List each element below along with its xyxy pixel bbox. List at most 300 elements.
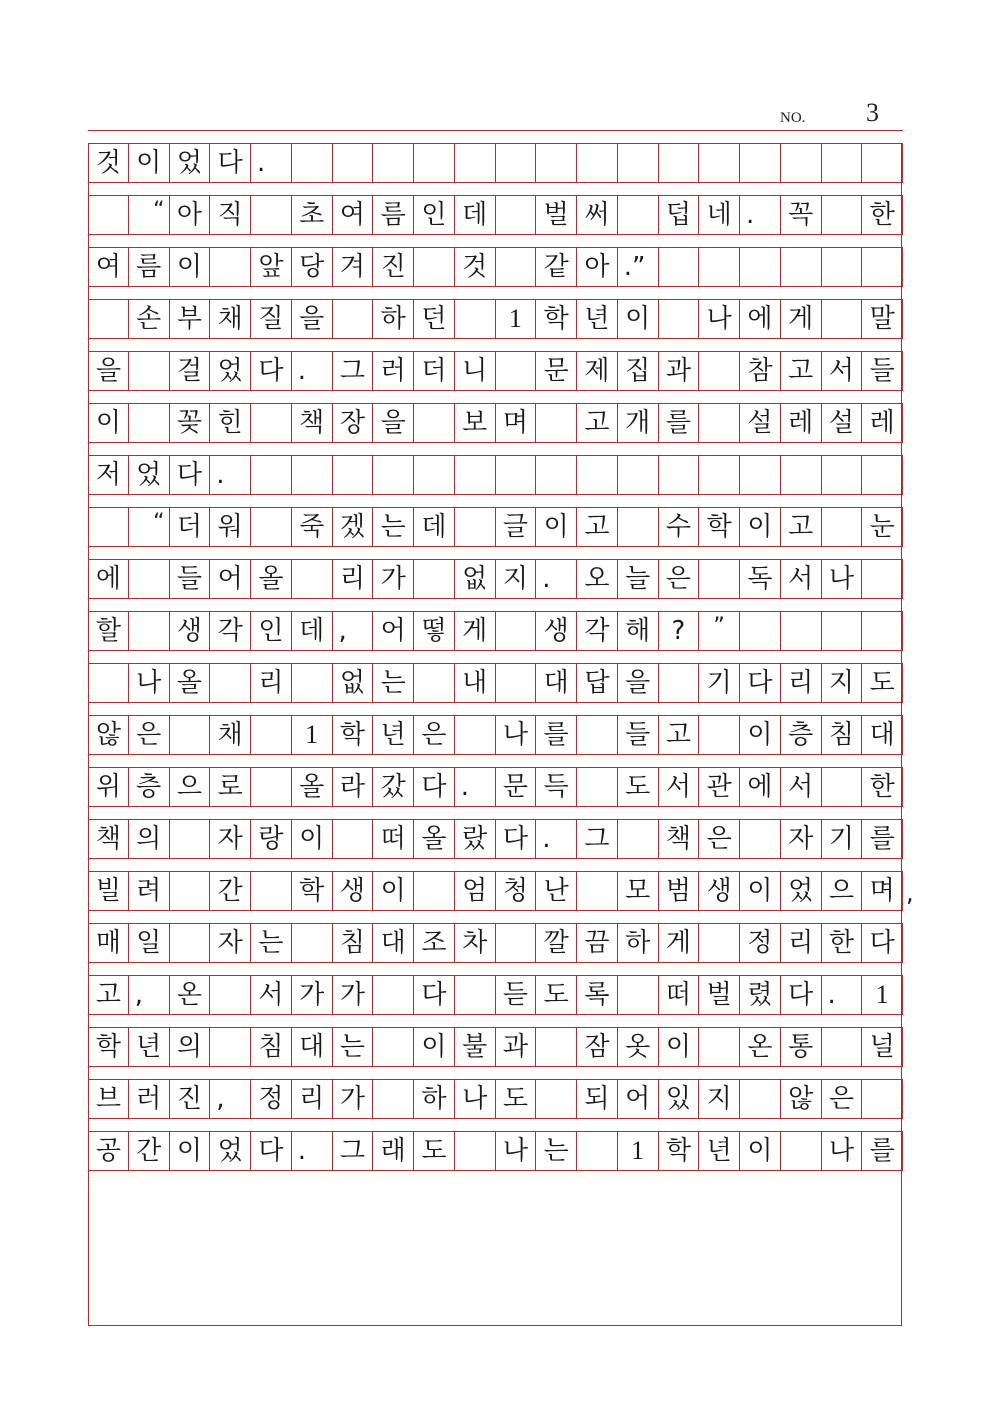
grid-cell: 매: [88, 924, 129, 962]
grid-cell: [414, 872, 455, 910]
grid-cell: 며: [496, 404, 537, 442]
grid-cell: 저: [88, 456, 129, 494]
grid-cell: 덥: [659, 196, 700, 234]
grid-cell: [822, 508, 863, 546]
manuscript-row: [88, 247, 903, 287]
grid-cell: [496, 612, 537, 650]
grid-cell: 었: [129, 456, 170, 494]
grid-cell: [170, 820, 211, 858]
grid-cell: 침: [822, 716, 863, 754]
grid-cell: [536, 1028, 577, 1066]
grid-cell: 러: [373, 352, 414, 390]
grid-cell: 다: [496, 820, 537, 858]
page-number-label: NO.: [780, 110, 806, 126]
grid-cell: 어: [618, 1080, 659, 1118]
grid-cell: 데: [292, 612, 333, 650]
grid-cell: 대: [862, 716, 903, 754]
grid-cell: 떻: [414, 612, 455, 650]
grid-cell: 다: [414, 976, 455, 1014]
grid-cell: 장: [333, 404, 374, 442]
grid-cell: 네: [699, 196, 740, 234]
grid-cell: 1: [292, 716, 333, 754]
grid-cell: 학: [536, 300, 577, 338]
manuscript-row: [88, 1079, 903, 1119]
grid-cell: 은: [699, 820, 740, 858]
grid-cell: 일: [129, 924, 170, 962]
grid-cell: 다: [210, 144, 251, 182]
manuscript-row: [88, 663, 903, 703]
grid-cell: 층: [129, 768, 170, 806]
grid-cell: 벌: [699, 976, 740, 1014]
grid-cell: 년: [373, 716, 414, 754]
grid-cell: 으: [822, 872, 863, 910]
grid-cell: 기: [822, 820, 863, 858]
grid-cell: [740, 612, 781, 650]
grid-cell: [536, 456, 577, 494]
grid-cell: 널: [862, 1028, 903, 1066]
grid-cell: 년: [129, 1028, 170, 1066]
grid-cell: [659, 300, 700, 338]
grid-cell: 채: [210, 300, 251, 338]
grid-cell: 설: [740, 404, 781, 442]
grid-cell: [292, 560, 333, 598]
grid-cell: 써: [577, 196, 618, 234]
manuscript-row: [88, 715, 903, 755]
grid-cell: [129, 404, 170, 442]
grid-cell: [251, 768, 292, 806]
grid-cell: 를: [536, 716, 577, 754]
grid-cell: 기: [699, 664, 740, 702]
grid-cell: 겠: [333, 508, 374, 546]
grid-cell: 들: [862, 352, 903, 390]
manuscript-row: [88, 559, 903, 599]
grid-cell: ,: [129, 976, 170, 1014]
grid-cell: 이: [740, 872, 781, 910]
grid-cell: 올: [414, 820, 455, 858]
grid-cell: 독: [740, 560, 781, 598]
grid-cell: 나: [129, 664, 170, 702]
grid-cell: 되: [577, 1080, 618, 1118]
grid-cell: 을: [292, 300, 333, 338]
grid-cell: 인: [251, 612, 292, 650]
grid-cell: [862, 248, 903, 286]
grid-cell: 진: [373, 248, 414, 286]
grid-cell: [699, 404, 740, 442]
grid-cell: 생: [333, 872, 374, 910]
grid-cell: 인: [414, 196, 455, 234]
grid-cell: [699, 716, 740, 754]
grid-cell: .: [251, 144, 292, 182]
grid-cell: [88, 508, 129, 546]
grid-cell: [618, 508, 659, 546]
grid-cell: 엄: [455, 872, 496, 910]
grid-cell: 어: [373, 612, 414, 650]
grid-cell: 에: [88, 560, 129, 598]
grid-cell: 보: [455, 404, 496, 442]
grid-cell: 서: [781, 560, 822, 598]
grid-cell: 고: [577, 404, 618, 442]
grid-cell: [699, 1028, 740, 1066]
grid-cell: 가: [373, 560, 414, 598]
grid-cell: 랐: [455, 820, 496, 858]
manuscript-row: [88, 1131, 903, 1171]
grid-cell: 손: [129, 300, 170, 338]
grid-cell: 올: [251, 560, 292, 598]
grid-cell: 겨: [333, 248, 374, 286]
grid-cell: 에: [740, 768, 781, 806]
grid-cell: 듣: [496, 976, 537, 1014]
grid-cell: 문: [496, 768, 537, 806]
grid-cell: 이: [88, 404, 129, 442]
grid-cell: 제: [577, 352, 618, 390]
grid-cell: [251, 716, 292, 754]
grid-cell: 없: [333, 664, 374, 702]
grid-cell: [822, 612, 863, 650]
grid-cell: 나: [699, 300, 740, 338]
grid-cell: 이: [170, 248, 211, 286]
grid-cell: 책: [88, 820, 129, 858]
grid-cell: 깔: [536, 924, 577, 962]
grid-cell: 않: [781, 1080, 822, 1118]
grid-cell: [373, 976, 414, 1014]
grid-cell: [251, 196, 292, 234]
grid-cell: 의: [170, 1028, 211, 1066]
grid-cell: [170, 924, 211, 962]
grid-cell: 범: [659, 872, 700, 910]
manuscript-row: [88, 975, 903, 1015]
grid-cell: 도: [414, 1132, 455, 1170]
grid-cell: 진: [170, 1080, 211, 1118]
grid-cell: [373, 456, 414, 494]
grid-cell: 다: [414, 768, 455, 806]
grid-cell: 그: [333, 352, 374, 390]
grid-cell: [455, 456, 496, 494]
grid-cell: 름: [129, 248, 170, 286]
grid-cell: 다: [170, 456, 211, 494]
grid-cell: 것: [455, 248, 496, 286]
grid-cell: 갔: [373, 768, 414, 806]
grid-cell: 는: [373, 508, 414, 546]
grid-cell: ,: [333, 612, 374, 650]
grid-cell: 름: [373, 196, 414, 234]
grid-cell: 데: [414, 508, 455, 546]
grid-cell: [292, 456, 333, 494]
grid-cell: 고: [781, 508, 822, 546]
grid-cell: [699, 456, 740, 494]
grid-cell: 과: [659, 352, 700, 390]
grid-cell: [618, 144, 659, 182]
grid-cell: 이: [536, 508, 577, 546]
grid-cell: [862, 144, 903, 182]
grid-cell: 각: [577, 612, 618, 650]
grid-cell: 은: [659, 560, 700, 598]
grid-cell: [496, 924, 537, 962]
grid-cell: [251, 508, 292, 546]
grid-cell: 고: [659, 716, 700, 754]
grid-cell: 도: [536, 976, 577, 1014]
grid-cell: 리: [251, 664, 292, 702]
grid-cell: 생: [170, 612, 211, 650]
grid-cell: 었: [210, 352, 251, 390]
grid-cell: [210, 248, 251, 286]
grid-cell: 책: [659, 820, 700, 858]
grid-cell: 침: [251, 1028, 292, 1066]
grid-cell: [88, 300, 129, 338]
manuscript-row: [88, 767, 903, 807]
grid-cell: 나: [496, 716, 537, 754]
grid-cell: 정: [740, 924, 781, 962]
grid-cell: 문: [536, 352, 577, 390]
grid-cell: 것: [88, 144, 129, 182]
grid-cell: 서: [781, 768, 822, 806]
grid-cell: [862, 560, 903, 598]
grid-cell: 집: [618, 352, 659, 390]
grid-cell: 는: [536, 1132, 577, 1170]
grid-cell: 던: [414, 300, 455, 338]
grid-cell: [618, 976, 659, 1014]
grid-cell: 리: [333, 560, 374, 598]
grid-cell: 꽂: [170, 404, 211, 442]
grid-cell: .: [536, 560, 577, 598]
grid-cell: [333, 300, 374, 338]
grid-cell: 올: [170, 664, 211, 702]
grid-cell: 내: [455, 664, 496, 702]
grid-cell: 여: [333, 196, 374, 234]
grid-cell: [781, 456, 822, 494]
grid-cell: 러: [129, 1080, 170, 1118]
grid-cell: 더: [414, 352, 455, 390]
grid-cell: 자: [210, 820, 251, 858]
grid-cell: [822, 456, 863, 494]
grid-cell: [536, 404, 577, 442]
grid-cell: 하: [618, 924, 659, 962]
grid-cell: [577, 144, 618, 182]
grid-cell: 1: [496, 300, 537, 338]
grid-cell: 가: [333, 1080, 374, 1118]
manuscript-row: [88, 455, 903, 495]
grid-cell: 수: [659, 508, 700, 546]
grid-cell: 고: [88, 976, 129, 1014]
grid-cell: 질: [251, 300, 292, 338]
grid-cell: 다: [781, 976, 822, 1014]
grid-cell: 여: [88, 248, 129, 286]
grid-cell: 으: [170, 768, 211, 806]
grid-cell: [822, 196, 863, 234]
grid-cell: 떠: [373, 820, 414, 858]
grid-cell: 당: [292, 248, 333, 286]
grid-cell: 그: [333, 1132, 374, 1170]
grid-cell: 게: [455, 612, 496, 650]
grid-cell: 차: [455, 924, 496, 962]
grid-cell: 었: [210, 1132, 251, 1170]
grid-cell: [455, 508, 496, 546]
grid-cell: [822, 144, 863, 182]
grid-cell: 대: [292, 1028, 333, 1066]
grid-cell: 책: [292, 404, 333, 442]
grid-cell: 앞: [251, 248, 292, 286]
grid-cell: 직: [210, 196, 251, 234]
grid-cell: 워: [210, 508, 251, 546]
grid-cell: [659, 664, 700, 702]
grid-cell: 죽: [292, 508, 333, 546]
grid-cell: “: [129, 508, 170, 546]
grid-cell: 아: [170, 196, 211, 234]
grid-cell: 공: [88, 1132, 129, 1170]
grid-cell: [862, 456, 903, 494]
grid-cell: [740, 456, 781, 494]
grid-cell: 정: [251, 1080, 292, 1118]
grid-cell: 어: [210, 560, 251, 598]
manuscript-row: [88, 195, 903, 235]
grid-cell: [822, 300, 863, 338]
grid-cell: [210, 976, 251, 1014]
grid-cell: 지: [822, 664, 863, 702]
grid-cell: 들: [170, 560, 211, 598]
grid-cell: 할: [88, 612, 129, 650]
grid-cell: 은: [129, 716, 170, 754]
grid-cell: 는: [373, 664, 414, 702]
grid-cell: 없: [455, 560, 496, 598]
grid-cell: 한: [862, 768, 903, 806]
grid-cell: [822, 768, 863, 806]
grid-cell: 답: [577, 664, 618, 702]
grid-cell: 레: [862, 404, 903, 442]
grid-cell: [577, 456, 618, 494]
grid-cell: 를: [862, 820, 903, 858]
grid-cell: [455, 976, 496, 1014]
grid-cell: 학: [88, 1028, 129, 1066]
grid-cell: 었: [781, 872, 822, 910]
grid-cell: 온: [170, 976, 211, 1014]
grid-cell: 의: [129, 820, 170, 858]
manuscript-row: [88, 403, 903, 443]
grid-cell: 힌: [210, 404, 251, 442]
grid-cell: 벌: [536, 196, 577, 234]
grid-cell: [292, 924, 333, 962]
grid-cell: [536, 144, 577, 182]
grid-cell: 가: [292, 976, 333, 1014]
grid-cell: [333, 144, 374, 182]
grid-cell: 년: [699, 1132, 740, 1170]
grid-cell: [618, 196, 659, 234]
grid-cell: 나: [455, 1080, 496, 1118]
grid-cell: 글: [496, 508, 537, 546]
grid-cell: 조: [414, 924, 455, 962]
grid-cell: [414, 248, 455, 286]
grid-cell: 지: [699, 1080, 740, 1118]
grid-cell: [862, 1080, 903, 1118]
grid-cell: 을: [618, 664, 659, 702]
manuscript-row: [88, 819, 903, 859]
grid-cell: [496, 248, 537, 286]
grid-cell: .: [292, 352, 333, 390]
grid-cell: .: [740, 196, 781, 234]
grid-cell: 를: [659, 404, 700, 442]
grid-cell: 이: [292, 820, 333, 858]
grid-cell: 한: [862, 196, 903, 234]
grid-cell: 참: [740, 352, 781, 390]
grid-cell: 올: [292, 768, 333, 806]
grid-cell: 나: [822, 1132, 863, 1170]
grid-cell: 록: [577, 976, 618, 1014]
grid-cell: 자: [210, 924, 251, 962]
grid-cell: 니: [455, 352, 496, 390]
grid-cell: 이: [618, 300, 659, 338]
grid-cell: 렸: [740, 976, 781, 1014]
grid-cell: 그: [577, 820, 618, 858]
grid-cell: [373, 1028, 414, 1066]
grid-cell: 고: [577, 508, 618, 546]
grid-cell: 다: [740, 664, 781, 702]
grid-cell: 이: [740, 1132, 781, 1170]
grid-cell: 게: [781, 300, 822, 338]
grid-cell: 나: [496, 1132, 537, 1170]
page-number-header: [760, 98, 900, 132]
grid-cell: [496, 144, 537, 182]
grid-cell: 리: [781, 924, 822, 962]
grid-cell: [129, 612, 170, 650]
grid-cell: [210, 1028, 251, 1066]
grid-cell: 하: [414, 1080, 455, 1118]
grid-cell: [333, 456, 374, 494]
grid-cell: [699, 352, 740, 390]
grid-cell: 이: [740, 716, 781, 754]
grid-cell: 생: [536, 612, 577, 650]
grid-cell: 하: [373, 300, 414, 338]
grid-cell: [659, 144, 700, 182]
grid-cell: 는: [251, 924, 292, 962]
grid-cell: [659, 248, 700, 286]
grid-cell: [740, 820, 781, 858]
grid-cell: [292, 144, 333, 182]
grid-cell: 다: [251, 352, 292, 390]
grid-cell: 도: [618, 768, 659, 806]
grid-cell: 설: [822, 404, 863, 442]
grid-cell: .: [455, 768, 496, 806]
grid-cell: [414, 560, 455, 598]
grid-cell: 학: [659, 1132, 700, 1170]
grid-cell: 통: [781, 1028, 822, 1066]
grid-cell: 옷: [618, 1028, 659, 1066]
grid-cell: 초: [292, 196, 333, 234]
grid-cell: [251, 456, 292, 494]
grid-cell: [455, 716, 496, 754]
grid-cell: [822, 248, 863, 286]
overflow-punctuation: ,: [906, 879, 914, 907]
grid-cell: 같: [536, 248, 577, 286]
grid-cell: 않: [88, 716, 129, 754]
grid-cell: 지: [496, 560, 537, 598]
grid-cell: 래: [373, 1132, 414, 1170]
grid-cell: 레: [781, 404, 822, 442]
grid-cell: 빌: [88, 872, 129, 910]
grid-cell: 간: [210, 872, 251, 910]
grid-cell: 려: [129, 872, 170, 910]
grid-cell: 더: [170, 508, 211, 546]
grid-cell: 온: [740, 1028, 781, 1066]
grid-cell: 은: [414, 716, 455, 754]
grid-cell: [781, 612, 822, 650]
grid-cell: ?: [659, 612, 700, 650]
grid-cell: 불: [455, 1028, 496, 1066]
grid-cell: 브: [88, 1080, 129, 1118]
grid-cell: [414, 404, 455, 442]
grid-cell: [373, 144, 414, 182]
grid-cell: 다: [251, 1132, 292, 1170]
grid-cell: [210, 664, 251, 702]
grid-cell: [862, 612, 903, 650]
grid-cell: 대: [536, 664, 577, 702]
